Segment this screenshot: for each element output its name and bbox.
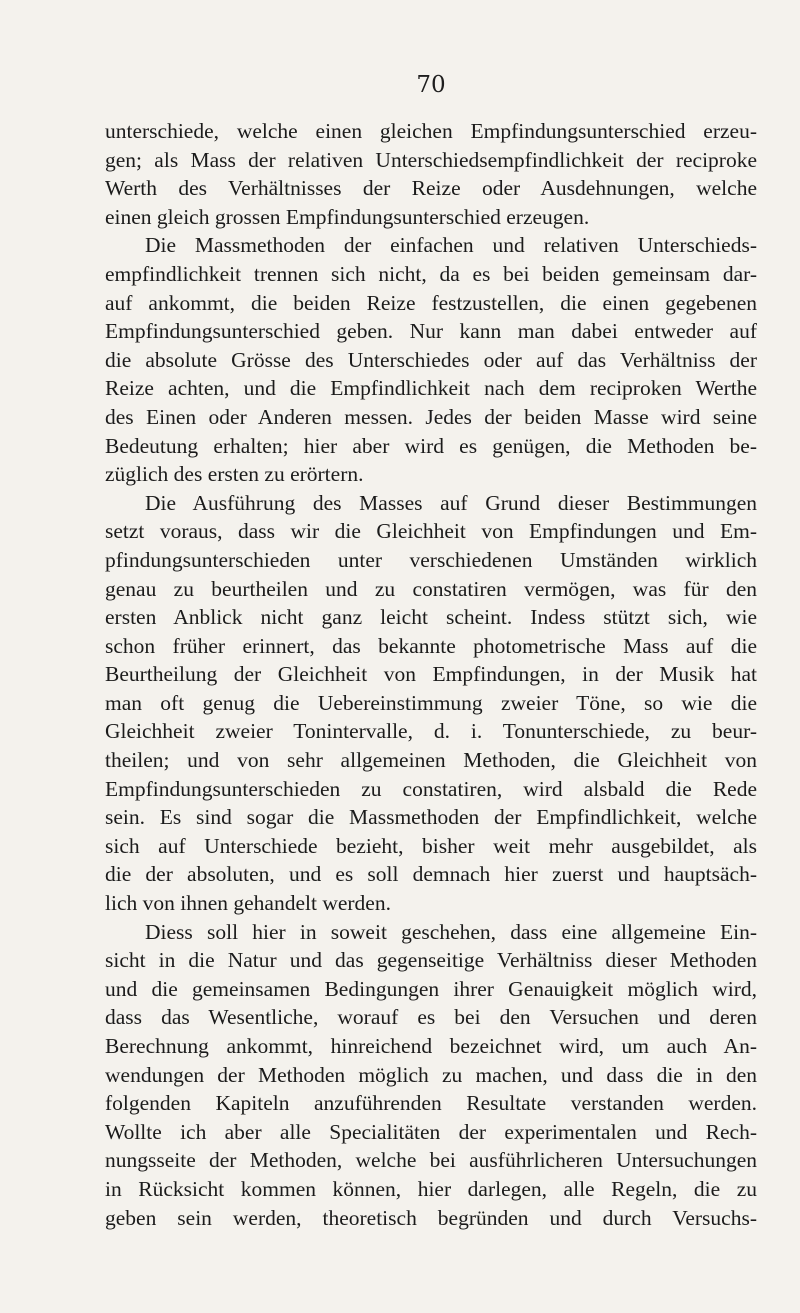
text-line: Diess soll hier in soweit geschehen, dass eine allgemeine Ein- [145, 919, 757, 944]
text-line: setzt voraus, dass wir die Gleichheit von Empfindungen und Em- [105, 519, 757, 544]
text-line: Die Massmethoden der einfachen und relativen Unterschieds- [145, 233, 757, 258]
text-line: Gleichheit zweier Tonintervalle, d. i. Tonunterschiede, zu beur- [105, 719, 757, 744]
text-line: Empfindungsunterschieden zu constatiren, wird alsbald die Rede [105, 776, 757, 801]
text-line: die der absoluten, und es soll demnach hier zuerst und hauptsäch- [105, 862, 757, 887]
text-line: Reize achten, und die Empfindlichkeit nach dem reciproken Werthe [105, 376, 757, 401]
text-line: wendungen der Methoden möglich zu machen, und dass die in den [105, 1062, 757, 1087]
text-line: empfindlichkeit trennen sich nicht, da es bei beiden gemeinsam dar- [105, 261, 757, 286]
text-line: genau zu beurtheilen und zu constatiren vermögen, was für den [105, 576, 757, 601]
text-line: schon früher erinnert, das bekannte photometrische Mass auf die [105, 633, 757, 658]
text-line: dass das Wesentliche, worauf es bei den Versuchen und deren [105, 1005, 757, 1030]
body-text [105, 117, 757, 1232]
text-line: Berechnung ankommt, hinreichend bezeichnet wird, um auch An- [105, 1034, 757, 1058]
text-line: ersten Anblick nicht ganz leicht scheint. Indess stützt sich, wie [105, 605, 757, 630]
text-line: sicht in die Natur und das gegenseitige Verhältniss dieser Methoden [105, 948, 757, 973]
text-line: folgenden Kapiteln anzuführenden Resultate verstanden werden. [105, 1091, 757, 1116]
text-line: pfindungsunterschieden unter verschiedenen Umständen wirklich [105, 547, 757, 572]
text-line: geben sein werden, theoretisch begründen und durch Versuchs- [105, 1205, 757, 1230]
text-line: sich auf Unterschiede bezieht, bisher weit mehr ausgebildet, als [105, 833, 757, 858]
text-line: züglich des ersten zu erörtern. [105, 462, 364, 487]
text-line: lich von ihnen gehandelt werden. [105, 891, 391, 916]
page-number: 70 [416, 72, 446, 98]
text-line: und die gemeinsamen Bedingungen ihrer Genauigkeit möglich wird, [105, 976, 757, 1001]
text-line: Bedeutung erhalten; hier aber wird es genügen, die Methoden be- [105, 433, 757, 458]
text-line: auf ankommt, die beiden Reize festzustellen, die einen gegebenen [105, 290, 757, 315]
text-line: Die Ausführung des Masses auf Grund dieser Bestimmungen [145, 490, 757, 515]
text-line: in Rücksicht kommen können, hier darlegen, alle Regeln, die zu [105, 1176, 757, 1201]
text-line: nungsseite der Methoden, welche bei ausführlicheren Untersuchungen [105, 1148, 757, 1173]
text-line: die absolute Grösse des Unterschiedes oder auf das Verhältniss der [105, 347, 757, 372]
text-line: unterschiede, welche einen gleichen Empfindungsunterschied erzeu- [105, 119, 757, 143]
text-line: des Einen oder Anderen messen. Jedes der beiden Masse wird seine [105, 404, 757, 429]
text-line: Werth des Verhältnisses der Reize oder Ausdehnungen, welche [105, 176, 757, 201]
text-line: sein. Es sind sogar die Massmethoden der Empfindlichkeit, welche [105, 805, 757, 830]
text-line: man oft genug die Uebereinstimmung zweier Töne, so wie die [105, 690, 757, 715]
text-line: Empfindungsunterschied geben. Nur kann man dabei entweder auf [105, 319, 757, 344]
text-line: theilen; und von sehr allgemeinen Methoden, die Gleichheit von [105, 748, 757, 773]
text-line: Beurtheilung der Gleichheit von Empfindungen, in der Musik hat [105, 662, 757, 687]
text-line: einen gleich grossen Empfindungsunterschied erzeugen. [105, 204, 590, 229]
text-line: gen; als Mass der relativen Unterschiedsempfindlichkeit der reciproke [105, 147, 757, 172]
text-line: Wollte ich aber alle Specialitäten der experimentalen und Rech- [105, 1119, 757, 1144]
